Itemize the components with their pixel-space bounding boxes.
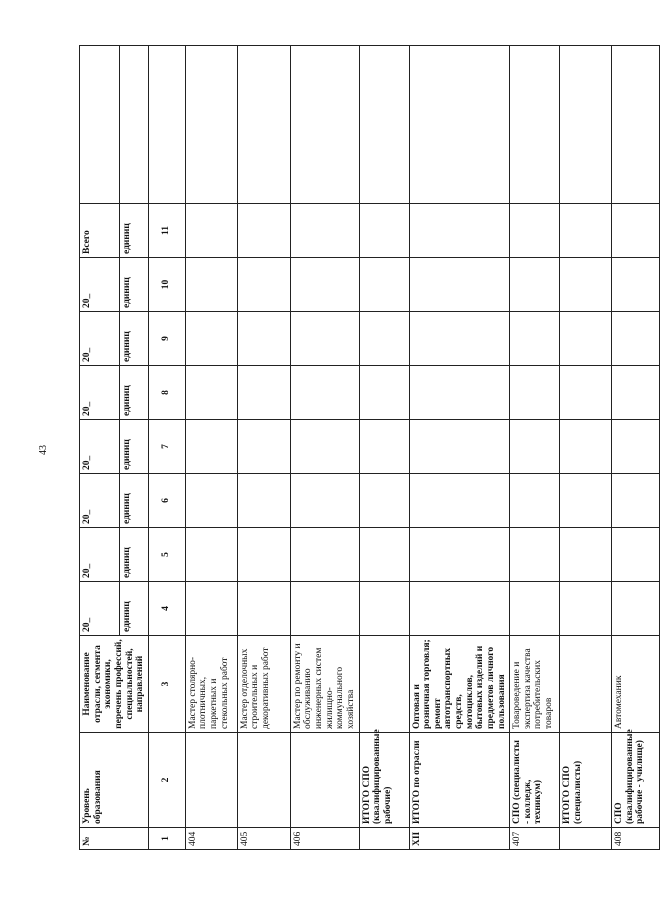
row-level bbox=[237, 733, 290, 828]
row-number: 405 bbox=[237, 828, 290, 850]
row-level bbox=[185, 733, 237, 828]
header-row-1 bbox=[80, 46, 120, 850]
row-number: XII bbox=[409, 828, 510, 850]
header-year: 20_ bbox=[80, 312, 120, 366]
row-level bbox=[290, 733, 359, 828]
value-cell bbox=[612, 204, 660, 258]
value-cell bbox=[612, 46, 660, 204]
header-year: 20_ bbox=[80, 474, 120, 528]
row-name bbox=[359, 636, 409, 733]
value-cell bbox=[612, 474, 660, 528]
value-cell bbox=[612, 366, 660, 420]
value-cell bbox=[290, 204, 359, 258]
value-cell bbox=[290, 420, 359, 474]
row-level: СПО (квалифицированные рабочие - училище) bbox=[612, 733, 660, 828]
value-cell bbox=[290, 312, 359, 366]
page-number: 43 bbox=[38, 445, 49, 455]
value-cell bbox=[290, 46, 359, 204]
value-cell bbox=[290, 582, 359, 636]
value-cell bbox=[510, 366, 560, 420]
table-row bbox=[510, 46, 560, 850]
header-name: Наименование отрасли, сегмента экономики, перечень профессий, специальностей, направлений bbox=[80, 636, 149, 733]
value-cell bbox=[237, 528, 290, 582]
rotated-table-container bbox=[79, 45, 646, 850]
row-name: Мастер отделочных строительных и декоративных работ bbox=[237, 636, 290, 733]
value-cell bbox=[560, 420, 612, 474]
value-cell bbox=[510, 204, 560, 258]
value-cell bbox=[409, 582, 510, 636]
value-cell bbox=[185, 258, 237, 312]
header-year: 20_ bbox=[80, 420, 120, 474]
header-no: № bbox=[80, 828, 149, 850]
row-name bbox=[560, 636, 612, 733]
value-cell bbox=[185, 312, 237, 366]
col-number: 11 bbox=[148, 204, 185, 258]
row-number bbox=[560, 828, 612, 850]
table-row bbox=[409, 46, 510, 850]
header-unit: единиц bbox=[119, 204, 148, 258]
header-unit: единиц bbox=[119, 474, 148, 528]
value-cell bbox=[237, 420, 290, 474]
row-name: Мастер по ремонту и обслуживанию инженерных систем жилищно-коммунального хозяйства bbox=[290, 636, 359, 733]
value-cell bbox=[560, 528, 612, 582]
empty-cell bbox=[119, 46, 148, 204]
value-cell bbox=[409, 474, 510, 528]
value-cell bbox=[290, 366, 359, 420]
col-number: 6 bbox=[148, 474, 185, 528]
header-year: 20_ bbox=[80, 528, 120, 582]
table-row bbox=[185, 46, 237, 850]
value-cell bbox=[185, 366, 237, 420]
row-level: ИТОГО СПО (квалифицированные рабочие) bbox=[359, 733, 409, 828]
table-row bbox=[237, 46, 290, 850]
value-cell bbox=[510, 46, 560, 204]
row-name: Автомеханик bbox=[612, 636, 660, 733]
header-year: 20_ bbox=[80, 258, 120, 312]
table-row bbox=[612, 46, 660, 850]
value-cell bbox=[185, 528, 237, 582]
table-row bbox=[359, 46, 409, 850]
value-cell bbox=[612, 582, 660, 636]
value-cell bbox=[359, 582, 409, 636]
row-level: ИТОГО СПО (специалисты) bbox=[560, 733, 612, 828]
value-cell bbox=[409, 312, 510, 366]
row-name: Товароведение и экспертиза качества потребительских товаров bbox=[510, 636, 560, 733]
header-year: 20_ bbox=[80, 366, 120, 420]
col-number: 7 bbox=[148, 420, 185, 474]
table-body bbox=[185, 46, 659, 850]
value-cell bbox=[359, 204, 409, 258]
value-cell bbox=[409, 204, 510, 258]
value-cell bbox=[409, 258, 510, 312]
header-unit: единиц bbox=[119, 420, 148, 474]
header-year: 20_ bbox=[80, 582, 120, 636]
value-cell bbox=[359, 312, 409, 366]
value-cell bbox=[560, 46, 612, 204]
col-number: 8 bbox=[148, 366, 185, 420]
col-number: 2 bbox=[148, 733, 185, 828]
value-cell bbox=[612, 258, 660, 312]
value-cell bbox=[510, 258, 560, 312]
value-cell bbox=[359, 46, 409, 204]
value-cell bbox=[409, 46, 510, 204]
value-cell bbox=[359, 420, 409, 474]
value-cell bbox=[185, 420, 237, 474]
value-cell bbox=[510, 420, 560, 474]
value-cell bbox=[290, 258, 359, 312]
header-level: Уровень образования bbox=[80, 733, 149, 828]
value-cell bbox=[290, 528, 359, 582]
value-cell bbox=[237, 474, 290, 528]
col-number: 9 bbox=[148, 312, 185, 366]
col-number: 3 bbox=[148, 636, 185, 733]
header-unit: единиц bbox=[119, 312, 148, 366]
value-cell bbox=[237, 366, 290, 420]
row-number: 406 bbox=[290, 828, 359, 850]
row-level: ИТОГО по отрасли bbox=[409, 733, 510, 828]
value-cell bbox=[560, 258, 612, 312]
value-cell bbox=[185, 46, 237, 204]
value-cell bbox=[510, 312, 560, 366]
row-number: 407 bbox=[510, 828, 560, 850]
row-name: Оптовая и розничная торговля; ремонт автотранспортных средств, мотоциклов, бытовых изделий и предметов личного пользования bbox=[409, 636, 510, 733]
value-cell bbox=[612, 420, 660, 474]
value-cell bbox=[409, 528, 510, 582]
value-cell bbox=[290, 474, 359, 528]
value-cell bbox=[510, 582, 560, 636]
header-unit: единиц bbox=[119, 258, 148, 312]
row-number bbox=[359, 828, 409, 850]
col-number: 10 bbox=[148, 258, 185, 312]
value-cell bbox=[359, 474, 409, 528]
row-number: 408 bbox=[612, 828, 660, 850]
value-cell bbox=[560, 204, 612, 258]
row-number: 404 bbox=[185, 828, 237, 850]
value-cell bbox=[612, 528, 660, 582]
col-number: 4 bbox=[148, 582, 185, 636]
value-cell bbox=[237, 582, 290, 636]
value-cell bbox=[185, 474, 237, 528]
header-total: Всего bbox=[80, 204, 120, 258]
value-cell bbox=[237, 258, 290, 312]
col-number: 5 bbox=[148, 528, 185, 582]
value-cell bbox=[560, 312, 612, 366]
table-row bbox=[290, 46, 359, 850]
value-cell bbox=[237, 204, 290, 258]
row-name: Мастер столярно-плотничных, паркетных и стекольных работ bbox=[185, 636, 237, 733]
col-number: 1 bbox=[148, 828, 185, 850]
value-cell bbox=[612, 312, 660, 366]
column-numbers-row bbox=[148, 46, 185, 850]
value-cell bbox=[185, 582, 237, 636]
value-cell bbox=[237, 312, 290, 366]
table-row bbox=[560, 46, 612, 850]
value-cell bbox=[510, 528, 560, 582]
header-unit: единиц bbox=[119, 528, 148, 582]
value-cell bbox=[560, 366, 612, 420]
row-level: СПО (специалисты - колледж, техникум) bbox=[510, 733, 560, 828]
empty-cell bbox=[80, 46, 120, 204]
value-cell bbox=[560, 582, 612, 636]
value-cell bbox=[185, 204, 237, 258]
value-cell bbox=[409, 420, 510, 474]
value-cell bbox=[359, 366, 409, 420]
value-cell bbox=[359, 528, 409, 582]
value-cell bbox=[359, 258, 409, 312]
value-cell bbox=[237, 46, 290, 204]
value-cell bbox=[409, 366, 510, 420]
header-unit: единиц bbox=[119, 582, 148, 636]
value-cell bbox=[560, 474, 612, 528]
data-table bbox=[79, 45, 660, 850]
header-unit: единиц bbox=[119, 366, 148, 420]
empty-cell bbox=[148, 46, 185, 204]
value-cell bbox=[510, 474, 560, 528]
